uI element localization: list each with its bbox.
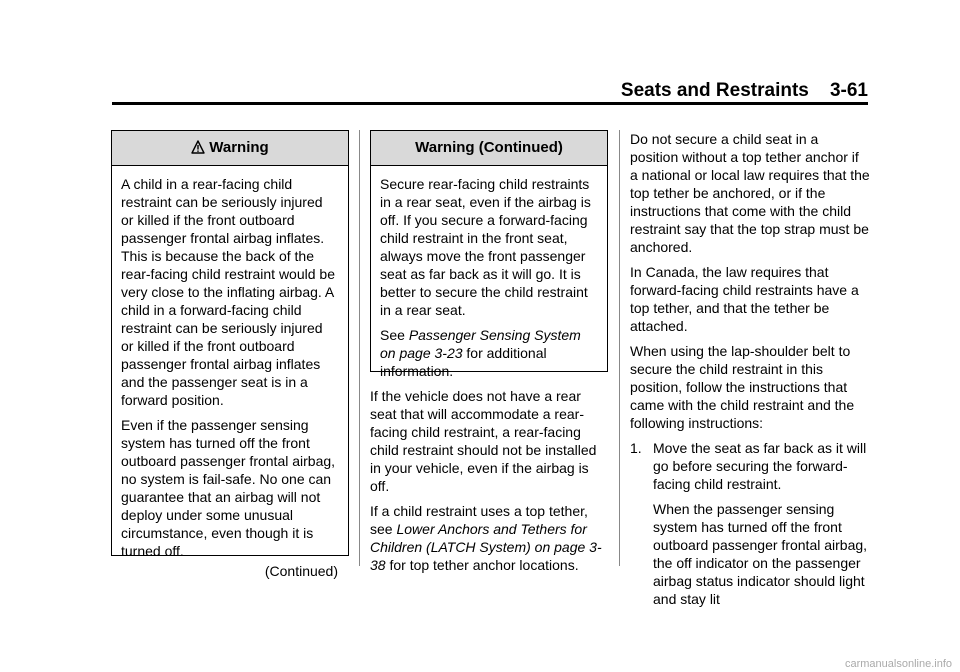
continued-label: (Continued) <box>264 563 338 579</box>
warning-paragraph-1: A child in a rear-facing child restraint can be seriously injured or killed if the front outboard passenger frontal airbag inflates. This is because the back of the rear-facing child restraint would be very close to the inflating airbag. A child in a forward-facing child restraint can be seriously injured or killed if the front outboard passenger frontal airbag inflates and the passenger seat is in a forward position. <box>121 176 335 408</box>
page-title: Seats and Restraints 3-61 <box>620 80 868 101</box>
column-divider-2 <box>619 130 620 566</box>
passenger-sensing-link[interactable]: Passenger Sensing System on page 3-23 <box>380 327 581 361</box>
rear-seat-paragraph: If the vehicle does not have a rear seat that will accommodate a rear-facing child restraint, a rear-facing child restraint should not be installed in your vehicle, even if the airbag is off. <box>370 388 597 494</box>
column-divider-1 <box>359 130 360 566</box>
column-3-text <box>630 130 870 615</box>
warning-paragraph-2: Even if the passenger sensing system has turned off the front outboard passenger frontal airbag, no system is fail-safe. No one can guarantee that an airbag will not deploy under some unusual circumstance, even though it is turned off. <box>121 417 336 559</box>
list-item <box>630 439 870 608</box>
lap-shoulder-paragraph: When using the lap-shoulder belt to secure the child restraint in this position, follow the instructions that came with the child restraint and the following instructions: <box>630 343 855 431</box>
column-2-text <box>370 387 610 581</box>
warning-continued-paragraph: Secure rear-facing child restraints in a rear seat, even if the airbag is off. If you secure a forward-facing child restraint in the front seat, always move the front passenger seat as far back as it will go. It is better to secure the child restraint in a rear seat. <box>380 176 591 318</box>
top-tether-paragraph <box>370 502 610 574</box>
top-tether-prefix: If a child restraint uses a top tether, see <box>370 503 588 537</box>
warning-continued-header <box>371 131 607 166</box>
warning-box <box>111 130 349 579</box>
warning-continued-title: Warning (Continued) <box>415 139 563 156</box>
watermark: carmanualsonline.info <box>844 658 952 670</box>
canada-paragraph: In Canada, the law requires that forward-facing child restraints have a top tether, and that the tether be attached. <box>630 264 859 334</box>
see-suffix: for additional information. <box>380 345 547 379</box>
warning-box-body <box>112 166 348 580</box>
list-item-number: 1. <box>630 440 642 456</box>
header-rule <box>112 102 868 105</box>
warning-icon <box>191 140 205 154</box>
warning-title: Warning <box>209 139 269 156</box>
tether-law-paragraph: Do not secure a child seat in a position without a top tether anchor if a national or local law requires that the top tether be anchored, or if the instructions that come with the child restraint say that the top strap must be anchored. <box>630 131 870 255</box>
warning-continued-box <box>370 130 608 379</box>
list-item-subparagraph: When the passenger sensing system has turned off the front outboard passenger frontal airbag, the off indicator on the passenger airbag status indicator should light and stay lit <box>653 501 868 607</box>
top-tether-suffix: for top tether anchor locations. <box>385 557 579 573</box>
warning-box-header <box>112 131 348 166</box>
warning-continued-body <box>371 166 607 380</box>
list-item-text: Move the seat as far back as it will go before securing the forward-facing child restraint. <box>653 440 867 492</box>
see-reference <box>380 326 597 380</box>
see-prefix: See <box>380 327 409 343</box>
page-header <box>112 80 868 104</box>
latch-system-link[interactable]: Lower Anchors and Tethers for Children (LATCH System) on page 3-38 <box>370 521 602 573</box>
